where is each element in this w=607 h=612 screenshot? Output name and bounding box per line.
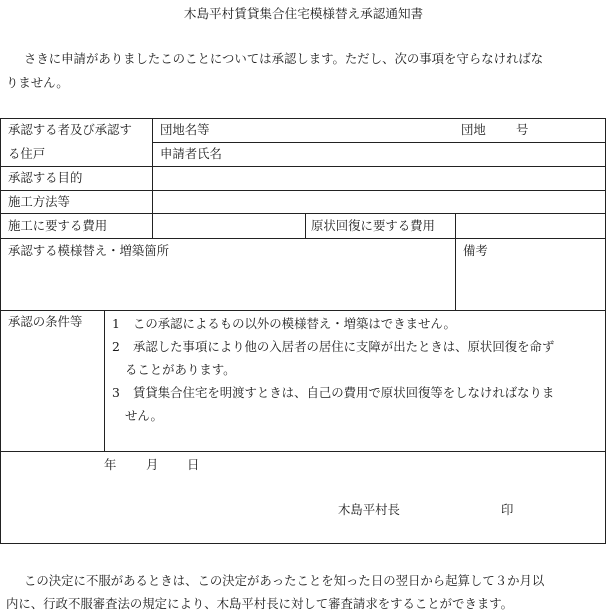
column-divider (455, 213, 456, 310)
row-divider (0, 213, 606, 214)
row-divider (152, 142, 606, 143)
month-label: 月 (146, 457, 159, 472)
intro-text-line2: りません。 (6, 75, 69, 90)
appeal-notice-line2: 内に、行政不服審査法の規定により、木島平村長に対して審査請求をすることができます。 (6, 596, 514, 611)
intro-text-line1: さきに申請がありましたこのことについては承認します。ただし、次の事項を守らなければな (24, 51, 544, 66)
seal-label: 印 (501, 502, 514, 517)
row-divider (0, 190, 606, 191)
appeal-notice-line1: この決定に不服があるときは、この決定があったことを知った日の翌日から起算して３か月以 (24, 573, 545, 588)
estate-label: 団地 (461, 122, 486, 137)
construction-cost-label: 施工に要する費用 (8, 218, 108, 233)
unit-number-label: 号 (516, 122, 529, 137)
condition-number: 2 (112, 339, 120, 354)
row-divider (0, 310, 606, 311)
purpose-label: 承認する目的 (8, 170, 83, 185)
construction-method-label: 施工方法等 (8, 194, 70, 209)
row-divider (0, 451, 606, 452)
column-divider (104, 310, 105, 451)
approved-party-label-line2: る住戸 (8, 146, 46, 161)
restoration-cost-label: 原状回復に要する費用 (311, 218, 435, 233)
approved-location-label: 承認する模様替え・増築箇所 (8, 243, 170, 258)
year-label: 年 (104, 457, 117, 472)
column-divider (305, 213, 306, 238)
estate-name-label: 団地名等 (160, 122, 210, 137)
document-title: 木島平村賃貸集合住宅模様替え承認通知書 (183, 6, 424, 21)
condition-number: 1 (112, 316, 120, 331)
row-divider (0, 238, 606, 239)
conditions-label: 承認の条件等 (8, 314, 83, 329)
approval-form-table (0, 118, 606, 544)
day-label: 日 (187, 457, 200, 472)
condition-text: 賃貸集合住宅を明渡すときは、自己の費用で原状回復等をしなければなりま (133, 385, 555, 400)
row-divider (0, 166, 606, 167)
condition-text: ることがあります。 (125, 362, 236, 377)
applicant-name-label: 申請者氏名 (160, 146, 222, 161)
mayor-label: 木島平村長 (338, 502, 400, 517)
condition-number: 3 (112, 385, 120, 400)
condition-text: 承認した事項により他の入居者の居住に支障が出たときは、原状回復を命ず (133, 339, 555, 354)
remarks-label: 備考 (463, 243, 488, 258)
condition-text: せん。 (125, 408, 163, 423)
condition-text: この承認によるもの以外の模様替え・増築はできません。 (133, 316, 456, 331)
approved-party-label-line1: 承認する者及び承認す (8, 122, 132, 137)
column-divider (152, 118, 153, 238)
